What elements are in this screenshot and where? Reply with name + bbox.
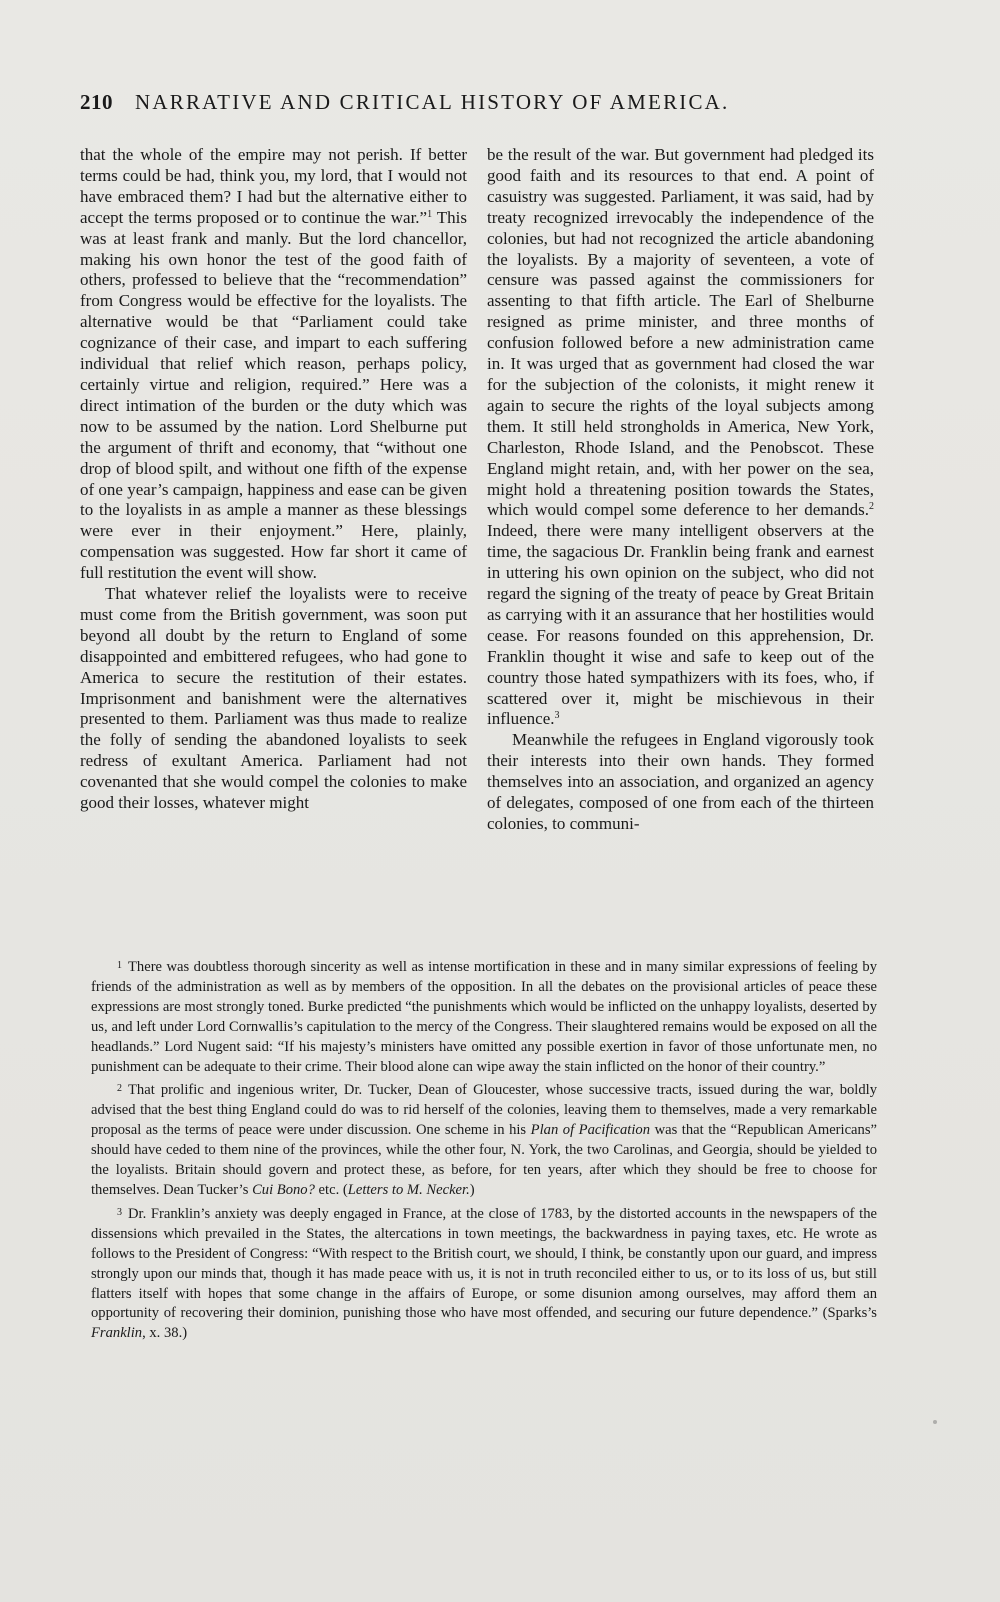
footnote-2-text-d: ) [469,1181,475,1198]
footnote-2-text-a: That prolific and ingenious writer, Dr. Tucker, Dean of Gloucester, whose successive tracts, issued during the war, boldly advised that the best thing England could do was to rid herself of the colonies, leaving them to themselves, made a very remarkable proposal as the terms of peace were under discussion. One scheme in his [91,1082,877,1139]
footnote-2-mark: 2 [117,1083,122,1095]
footnote-2-text-c: etc. ( [314,1181,348,1198]
footnote-2-text-b: was that the “Republican Americans” should have ceded to them nine of the provinces, while the other four, N. York, the two Carolinas, and Georgia, should be yielded to the loyalists. Britain should govern and protect these, as before, for ten years, after which they should be free to choose for themselves. Dean Tucker’s [91,1122,877,1198]
footnote-3-text-a: Dr. Franklin’s anxiety was deeply engaged in France, at the close of 1783, by the distorted accounts in the newspapers of the dissensions which prevailed in the States, the altercations in town meetings, the backwardness in paying taxes, etc. He wrote as follows to the President of Congress: “With respect to the British court, we should, I think, be constantly upon our guard, and impress strongly upon our minds that, though it has made peace with us, it is not in truth reconciled either to us, or to its loss of us, but still flatters itself with hopes that some change in the affairs of Europe, or some disunion among ourselves, may afford them an opportunity of recovering their dominion, punishing those who have most offended, and securing our future dependence.” (Sparks’s [91,1205,877,1322]
running-title: NARRATIVE AND CRITICAL HISTORY OF AMERICA. [135,90,730,114]
left-paragraph-1 [80,145,467,584]
left-paragraph-1-text: that the whole of the empire may not perish. If better terms could be had, think you, my lord, that I would not have embraced them? I had but the alternative either to accept the terms proposed or to continue the war.” [80,145,467,227]
footnote-ref-2: 2 [869,501,874,513]
running-head [80,90,770,120]
footnote-1-mark: 1 [117,960,122,971]
right-paragraph-1-continuation: Indeed, there were many intelligent observers at the time, the sagacious Dr. Franklin being frank and earnest in uttering his own opinion on the subject, who did not regard the signing of the treaty of peace by Great Britain as carrying with it an assurance that her hostilities would cease. For reasons founded on this apprehension, Dr. Franklin thought it wise and safe to keep out of the country those hated sympathizers with its foes, who, if scattered over it, might be mischievous in their influence. [487,521,874,729]
footnote-2 [91,1079,877,1200]
footnote-2-title-cui-bono: Cui Bono? [252,1181,315,1198]
footnote-2-title-plan: Plan of Pacification [530,1122,651,1139]
right-paragraph-1-text: be the result of the war. But government had pledged its good faith and its resources to that end. A point of casuistry was suggested. Parliament, it was said, had by treaty recognized irrevocably the independence of the colonies, but had not recognized the article abandoning the loyalists. By a majority of seventeen, a vote of censure was passed against the commissioners for assenting to that fifth article. The Earl of Shelburne resigned as prime minister, and three months of confusion followed before a new administration came in. It was urged that as government had closed the war for the subjection of the colonists, it might renew it again to secure the rights of the loyal subjects among them. It still held strongholds in America, New York, Charleston, Rhode Island, and the Penobscot. These England might retain, and, with her power on the sea, might hold a threatening position towards the States, which would compel some deference to her demands. [487,145,874,520]
footnote-2-title-letters: Letters to M. Necker. [347,1181,470,1198]
footnote-1-text: There was doubtless thorough sincerity as well as intense mortification in these and in many similar expressions of feeling by friends of the administration as well as by members of the opposition. In all the debates on the provisional articles of peace these expressions are most strongly toned. Burke predicted “the punishments which would be inflicted on the unhappy loyalists, deserted by us, and left under Lord Cornwallis’s capitulation to the mercy of the Congress. Their slaughtered remains would be exposed on all the headlands.” Lord Nugent said: “If his majesty’s ministers have omitted any possible exertion in favor of those unfortunate men, no punishment can be adequate to their crime. Their blood alone can wipe away the stain inflicted on the honor of their country.” [91,959,877,1075]
footnote-1 [91,956,877,1077]
footnote-3 [91,1203,877,1344]
footnote-ref-1: 1 [427,208,433,220]
left-paragraph-2: That whatever relief the loyalists were to receive must come from the British government, was soon put beyond all doubt by the return to England of some disappointed and embittered refugees, who had gone to America to secure the restitution of their estates. Imprisonment and banishment were the alternatives presented to them. Parliament was thus made to realize the folly of sending the abandoned loyalists to seek redress of exultant America. Parliament had not covenanted that she would compel the colonies to make good their losses, whatever might [80,584,467,813]
right-paragraph-2: Meanwhile the refugees in England vigorously took their interests into their own hands. They formed themselves into an association, and organized an agency of delegates, composed of one from each of the thirteen colonies, to communi- [487,730,874,833]
body-columns [80,145,874,835]
footnote-3-mark: 3 [117,1206,122,1218]
right-paragraph-1 [487,145,874,730]
right-column [487,145,874,835]
paper-speck [933,1420,937,1424]
footnote-3-title-franklin: Franklin [91,1325,143,1342]
footnote-ref-3: 3 [554,710,560,722]
footnote-3-text-b: , x. 38.) [142,1325,188,1342]
left-column [80,145,467,835]
footnotes [91,956,877,1346]
left-paragraph-1-continuation: This was at least frank and manly. But the lord chancellor, making his own honor the test of the good faith of others, professed to believe that the “recommendation” from Congress would be effective for the loyalists. The alternative would be that “Parliament could take cognizance of their case, and impart to each suffering individual that relief which reason, perhaps policy, certainly virtue and religion, required.” Here was a direct intimation of the burden or the duty which was now to be assumed by the nation. Lord Shelburne put the argument of thrift and economy, that “without one drop of blood spilt, and without one fifth of the expense of one year’s campaign, happiness and ease can be given to the loyalists in as ample a manner as these blessings were ever in their enjoyment.” Here, plainly, compensation was suggested. How far short it came of full restitution the event will show. [80,207,468,583]
page-number: 210 [80,90,113,114]
